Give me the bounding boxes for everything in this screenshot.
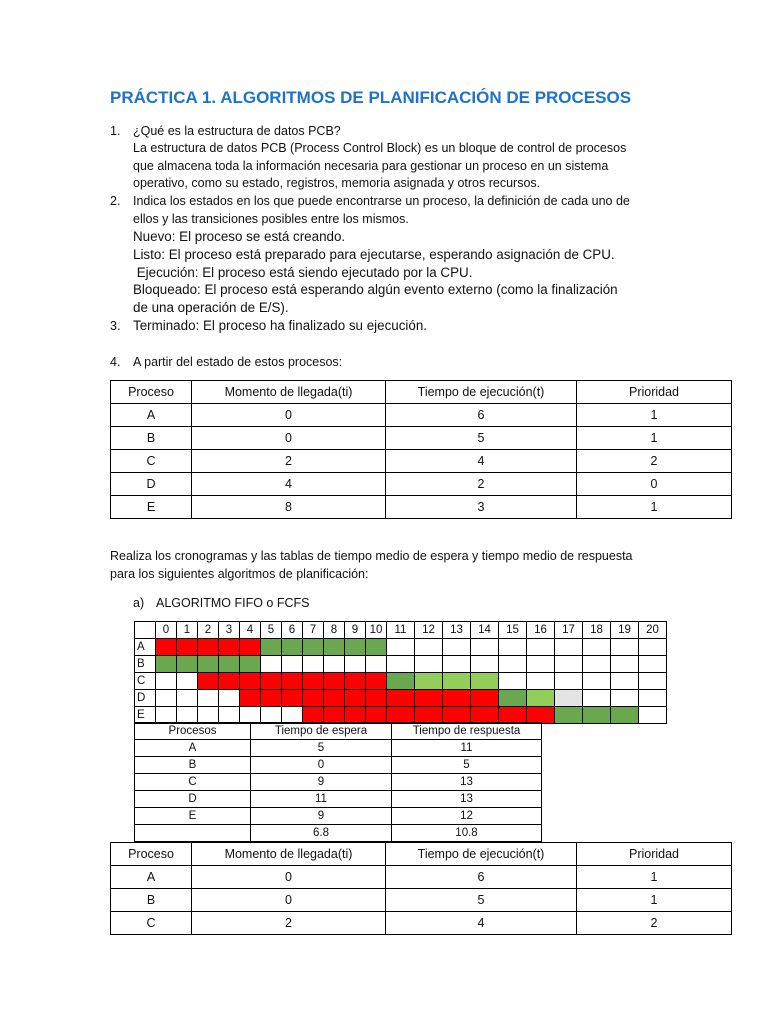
process-table-2: [110, 842, 732, 935]
gantt-cell: [611, 656, 639, 673]
table-cell: 13: [392, 791, 542, 808]
table-cell: 11: [392, 740, 542, 757]
table-cell: A: [135, 740, 251, 757]
gantt-row: [135, 690, 667, 707]
gantt-cell: [303, 639, 324, 656]
gantt-cell: [471, 639, 499, 656]
gantt-cell: [282, 639, 303, 656]
gantt-chart: [134, 621, 667, 724]
gantt-cell: [415, 690, 443, 707]
gantt-cell: [198, 656, 219, 673]
table-cell: 5: [251, 740, 392, 757]
gantt-process-label: D: [135, 690, 156, 707]
gantt-cell: [324, 690, 345, 707]
table-cell: 11: [251, 791, 392, 808]
table-header: Prioridad: [577, 381, 732, 404]
gantt-cell: [499, 656, 527, 673]
gantt-time-label: 3: [219, 622, 240, 639]
gantt-cell: [639, 673, 667, 690]
gantt-cell: [583, 639, 611, 656]
gantt-cell: [366, 639, 387, 656]
gantt-cell: [611, 673, 639, 690]
gantt-time-label: 20: [639, 622, 667, 639]
table-cell: A: [111, 866, 192, 889]
gantt-corner: [135, 622, 156, 639]
state-nuevo: Nuevo: El proceso se está creando.: [133, 229, 346, 244]
table-row: [111, 496, 732, 519]
table-cell: 8: [192, 496, 386, 519]
table-cell: D: [111, 473, 192, 496]
section-a-label: a): [133, 596, 145, 610]
gantt-cell: [415, 707, 443, 724]
gantt-time-label: 7: [303, 622, 324, 639]
table-row: [135, 740, 542, 757]
gantt-cell: [219, 673, 240, 690]
gantt-row: [135, 707, 667, 724]
table-header: Proceso: [111, 843, 192, 866]
table-cell: A: [111, 404, 192, 427]
table-header-row: [111, 381, 732, 404]
table-cell: 0: [192, 889, 386, 912]
gantt-cell: [156, 639, 177, 656]
table-cell: C: [135, 774, 251, 791]
gantt-cell: [240, 690, 261, 707]
gantt-process-label: C: [135, 673, 156, 690]
gantt-cell: [240, 673, 261, 690]
table-cell: 6: [386, 404, 577, 427]
gantt-row: [135, 656, 667, 673]
table-header: Momento de llegada(ti): [192, 843, 386, 866]
gantt-time-label: 9: [345, 622, 366, 639]
table-header: Procesos: [135, 723, 251, 740]
state-terminado: Terminado: El proceso ha finalizado su ejecución.: [133, 318, 428, 333]
gantt-cell: [639, 656, 667, 673]
table-cell: 13: [392, 774, 542, 791]
gantt-cell: [198, 690, 219, 707]
gantt-cell: [177, 639, 198, 656]
table-header: Tiempo de respuesta: [392, 723, 542, 740]
gantt-cell: [261, 639, 282, 656]
gantt-cell: [387, 639, 415, 656]
gantt-cell: [583, 673, 611, 690]
table-header: Prioridad: [577, 843, 732, 866]
gantt-cell: [261, 707, 282, 724]
gantt-cell: [387, 656, 415, 673]
gantt-time-label: 6: [282, 622, 303, 639]
state-ejecucion: Ejecución: El proceso está siendo ejecutado por la CPU.: [133, 265, 473, 280]
gantt-cell: [177, 673, 198, 690]
item-number-2: 2.: [110, 194, 121, 208]
results-table: [134, 722, 542, 842]
table-header: Tiempo de ejecución(t): [386, 381, 577, 404]
gantt-cell: [527, 690, 555, 707]
page-title: PRÁCTICA 1. ALGORITMOS DE PLANIFICACIÓN DE PROCESOS: [110, 88, 632, 107]
average-response: 10.8: [392, 825, 542, 842]
gantt-cell: [177, 707, 198, 724]
gantt-cell: [156, 690, 177, 707]
gantt-cell: [471, 690, 499, 707]
gantt-cell: [471, 707, 499, 724]
gantt-time-label: 10: [366, 622, 387, 639]
gantt-cell: [583, 707, 611, 724]
gantt-cell: [303, 690, 324, 707]
table-row: [111, 427, 732, 450]
gantt-time-label: 5: [261, 622, 282, 639]
table-cell: 4: [386, 912, 577, 935]
state-bloqueado: Bloqueado: El proceso está esperando algún evento externo (como la finalización: [133, 282, 618, 297]
gantt-cell: [366, 690, 387, 707]
item-number-1: 1.: [110, 124, 121, 138]
table-cell: 1: [577, 496, 732, 519]
table-cell: 0: [192, 427, 386, 450]
gantt-cell: [443, 707, 471, 724]
gantt-time-label: 15: [499, 622, 527, 639]
gantt-cell: [387, 707, 415, 724]
gantt-cell: [282, 656, 303, 673]
table-row: [135, 791, 542, 808]
table-header-row: [135, 723, 542, 740]
gantt-cell: [555, 673, 583, 690]
gantt-cell: [499, 707, 527, 724]
question-2-line: Indica los estados en los que puede encontrarse un proceso, la definición de cada uno de: [133, 194, 630, 208]
gantt-cell: [261, 673, 282, 690]
table-cell: 0: [192, 404, 386, 427]
gantt-cell: [499, 690, 527, 707]
gantt-time-label: 18: [583, 622, 611, 639]
gantt-cell: [156, 673, 177, 690]
table-row: [111, 912, 732, 935]
gantt-cell: [555, 690, 583, 707]
gantt-cell: [611, 690, 639, 707]
gantt-cell: [219, 639, 240, 656]
table-cell: 5: [386, 427, 577, 450]
table-row: [135, 757, 542, 774]
gantt-cell: [639, 690, 667, 707]
gantt-row: [135, 639, 667, 656]
gantt-time-label: 16: [527, 622, 555, 639]
state-bloqueado-cont: de una operación de E/S).: [133, 300, 289, 315]
table-cell: 9: [251, 808, 392, 825]
table-row: [111, 866, 732, 889]
gantt-time-label: 17: [555, 622, 583, 639]
table-cell: 0: [192, 866, 386, 889]
gantt-time-label: 14: [471, 622, 499, 639]
table-cell: E: [111, 496, 192, 519]
gantt-process-label: B: [135, 656, 156, 673]
table-cell: 1: [577, 866, 732, 889]
gantt-cell: [415, 656, 443, 673]
gantt-cell: [324, 707, 345, 724]
gantt-cell: [198, 639, 219, 656]
gantt-cell: [261, 656, 282, 673]
table-row: [111, 473, 732, 496]
table-cell: 4: [192, 473, 386, 496]
gantt-cell: [282, 673, 303, 690]
gantt-time-label: 4: [240, 622, 261, 639]
table-cell: 2: [192, 912, 386, 935]
gantt-cell: [345, 690, 366, 707]
question-2-line: ellos y las transiciones posibles entre los mismos.: [133, 212, 409, 226]
table-cell: 2: [577, 912, 732, 935]
gantt-cell: [415, 673, 443, 690]
gantt-cell: [443, 656, 471, 673]
state-listo: Listo: El proceso está preparado para ejecutarse, esperando asignación de CPU.: [133, 247, 615, 262]
table-cell: C: [111, 450, 192, 473]
table-cell: E: [135, 808, 251, 825]
table-cell: 0: [577, 473, 732, 496]
gantt-time-label: 1: [177, 622, 198, 639]
gantt-cell: [499, 639, 527, 656]
gantt-cell: [282, 707, 303, 724]
gantt-time-label: 8: [324, 622, 345, 639]
gantt-cell: [240, 707, 261, 724]
gantt-cell: [443, 639, 471, 656]
table-cell: 4: [386, 450, 577, 473]
gantt-cell: [303, 656, 324, 673]
table-cell: B: [111, 427, 192, 450]
instructions-line: para los siguientes algoritmos de planificación:: [110, 567, 369, 581]
table-cell: C: [111, 912, 192, 935]
gantt-time-label: 19: [611, 622, 639, 639]
table-cell: 3: [386, 496, 577, 519]
gantt-row: [135, 673, 667, 690]
answer-1-line: que almacena toda la información necesaria para gestionar un proceso en un sistema: [133, 159, 609, 173]
gantt-cell: [177, 656, 198, 673]
question-1: ¿Qué es la estructura de datos PCB?: [133, 124, 341, 138]
table-header: Tiempo de ejecución(t): [386, 843, 577, 866]
question-4: A partir del estado de estos procesos:: [133, 355, 343, 369]
gantt-cell: [240, 656, 261, 673]
table-cell: 12: [392, 808, 542, 825]
gantt-cell: [303, 707, 324, 724]
gantt-cell: [324, 639, 345, 656]
table-cell: B: [135, 757, 251, 774]
gantt-cell: [324, 656, 345, 673]
gantt-cell: [499, 673, 527, 690]
item-number-3: 3.: [110, 319, 121, 333]
table-cell: 1: [577, 404, 732, 427]
gantt-process-label: E: [135, 707, 156, 724]
gantt-cell: [261, 690, 282, 707]
table-row: [135, 808, 542, 825]
gantt-cell: [415, 639, 443, 656]
gantt-cell: [555, 707, 583, 724]
item-number-4: 4.: [110, 355, 121, 369]
table-cell: 9: [251, 774, 392, 791]
table-header: Momento de llegada(ti): [192, 381, 386, 404]
table-row: [135, 774, 542, 791]
gantt-cell: [219, 690, 240, 707]
process-table: [110, 380, 732, 519]
gantt-cell: [611, 639, 639, 656]
gantt-cell: [443, 673, 471, 690]
gantt-cell: [555, 656, 583, 673]
table-cell: 0: [251, 757, 392, 774]
gantt-cell: [555, 639, 583, 656]
gantt-cell: [240, 639, 261, 656]
gantt-time-label: 11: [387, 622, 415, 639]
gantt-cell: [639, 707, 667, 724]
table-cell: 1: [577, 889, 732, 912]
gantt-time-label: 13: [443, 622, 471, 639]
average-wait: 6.8: [251, 825, 392, 842]
table-cell: 2: [577, 450, 732, 473]
section-a-title: ALGORITMO FIFO o FCFS: [156, 596, 310, 610]
gantt-cell: [366, 707, 387, 724]
gantt-cell: [219, 707, 240, 724]
gantt-cell: [639, 639, 667, 656]
gantt-cell: [345, 656, 366, 673]
table-cell: 2: [386, 473, 577, 496]
gantt-cell: [324, 673, 345, 690]
gantt-cell: [366, 673, 387, 690]
gantt-cell: [471, 656, 499, 673]
answer-1-line: La estructura de datos PCB (Process Control Block) es un bloque de control de procesos: [133, 141, 627, 155]
table-cell: B: [111, 889, 192, 912]
gantt-time-label: 2: [198, 622, 219, 639]
table-average-row: [135, 825, 542, 842]
table-cell: [135, 825, 251, 842]
gantt-cell: [583, 656, 611, 673]
gantt-cell: [156, 656, 177, 673]
table-header: Proceso: [111, 381, 192, 404]
table-row: [111, 450, 732, 473]
gantt-time-label: 12: [415, 622, 443, 639]
gantt-cell: [471, 673, 499, 690]
answer-1-line: operativo, como su estado, registros, memoria asignada y otros recursos.: [133, 176, 541, 190]
gantt-time-label: 0: [156, 622, 177, 639]
gantt-cell: [345, 639, 366, 656]
gantt-cell: [527, 707, 555, 724]
table-cell: D: [135, 791, 251, 808]
gantt-cell: [527, 673, 555, 690]
gantt-cell: [387, 690, 415, 707]
gantt-cell: [198, 673, 219, 690]
gantt-cell: [282, 690, 303, 707]
table-row: [111, 889, 732, 912]
gantt-cell: [366, 656, 387, 673]
gantt-cell: [387, 673, 415, 690]
table-cell: 2: [192, 450, 386, 473]
gantt-cell: [527, 639, 555, 656]
table-header: Tiempo de espera: [251, 723, 392, 740]
instructions-line: Realiza los cronogramas y las tablas de tiempo medio de espera y tiempo medio de respuesta: [110, 549, 633, 563]
table-cell: 6: [386, 866, 577, 889]
gantt-cell: [583, 690, 611, 707]
gantt-cell: [527, 656, 555, 673]
gantt-cell: [345, 707, 366, 724]
gantt-cell: [303, 673, 324, 690]
table-cell: 1: [577, 427, 732, 450]
table-header-row: [111, 843, 732, 866]
table-row: [111, 404, 732, 427]
gantt-cell: [156, 707, 177, 724]
gantt-cell: [219, 656, 240, 673]
gantt-process-label: A: [135, 639, 156, 656]
gantt-cell: [345, 673, 366, 690]
gantt-cell: [611, 707, 639, 724]
table-cell: 5: [386, 889, 577, 912]
gantt-cell: [177, 690, 198, 707]
gantt-cell: [443, 690, 471, 707]
gantt-time-header: [135, 622, 667, 639]
gantt-cell: [198, 707, 219, 724]
table-cell: 5: [392, 757, 542, 774]
